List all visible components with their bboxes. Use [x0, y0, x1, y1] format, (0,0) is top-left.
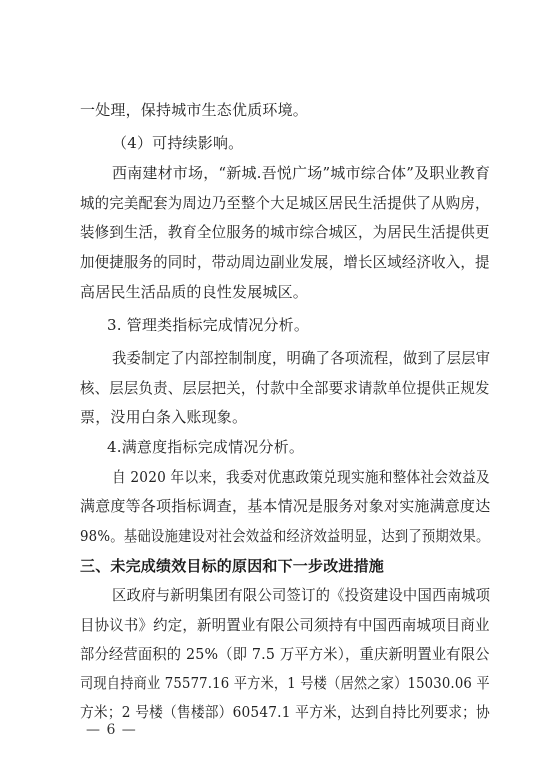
- section-subheading: 3. 管理类指标完成情况分析。: [107, 316, 310, 334]
- paragraph-line: 核、层层负责、层层把关，付款中全部要求请款单位提供正规发: [80, 379, 490, 397]
- paragraph-line: 部分经营面积的 25%（即 7.5 万平方米），重庆新明置业有限公: [80, 645, 490, 663]
- paragraph-line: 满意度等各项指标调查，基本情况是服务对象对实施满意度达: [80, 497, 491, 515]
- paragraph-line: 自 2020 年以来，我委对优惠政策兑现实施和整体社会效益及: [112, 468, 490, 486]
- paragraph-line: 西南建材市场，“新城.吾悦广场”城市综合体”及职业教育: [112, 164, 491, 182]
- paragraph-line: 一处理，保持城市生态优质环境。: [80, 101, 309, 119]
- section-heading: 三、未完成绩效目标的原因和下一步改进措施: [80, 557, 385, 575]
- section-subheading: （4）可持续影响。: [112, 134, 244, 152]
- paragraph-line: 目协议书》约定，新明置业有限公司须持有中国西南城项目商业: [80, 616, 490, 634]
- paragraph-line: 城的完美配套为周边乃至整个大足城区居民生活提供了从购房，: [80, 194, 490, 212]
- paragraph-line: 区政府与新明集团有限公司签订的《投资建设中国西南城项: [112, 586, 491, 604]
- paragraph-line: 票，没用白条入账现象。: [80, 408, 248, 426]
- paragraph-line: 方米；2 号楼（售楼部）60547.1 平方米，达到自持比列要求；协: [80, 703, 490, 721]
- section-subheading: 4.满意度指标完成情况分析。: [107, 438, 305, 456]
- paragraph-line: 加便捷服务的同时，带动周边副业发展，增长区域经济收入，提: [80, 253, 490, 271]
- paragraph-line: 司现自持商业 75577.16 平方米，1 号楼（居然之家）15030.06 平: [80, 674, 490, 692]
- paragraph-line: 高居民生活品质的良性发展城区。: [80, 283, 309, 301]
- paragraph-line: 我委制定了内部控制制度，明确了各项流程，做到了层层审: [112, 349, 491, 367]
- paragraph-line: 98%。基础设施建设对社会效益和经济效益明显，达到了预期效果。: [80, 527, 490, 545]
- page-number: — 6 —: [86, 722, 137, 738]
- paragraph-line: 装修到生活，教育全位服务的城市综合城区，为居民生活提供更: [80, 223, 490, 241]
